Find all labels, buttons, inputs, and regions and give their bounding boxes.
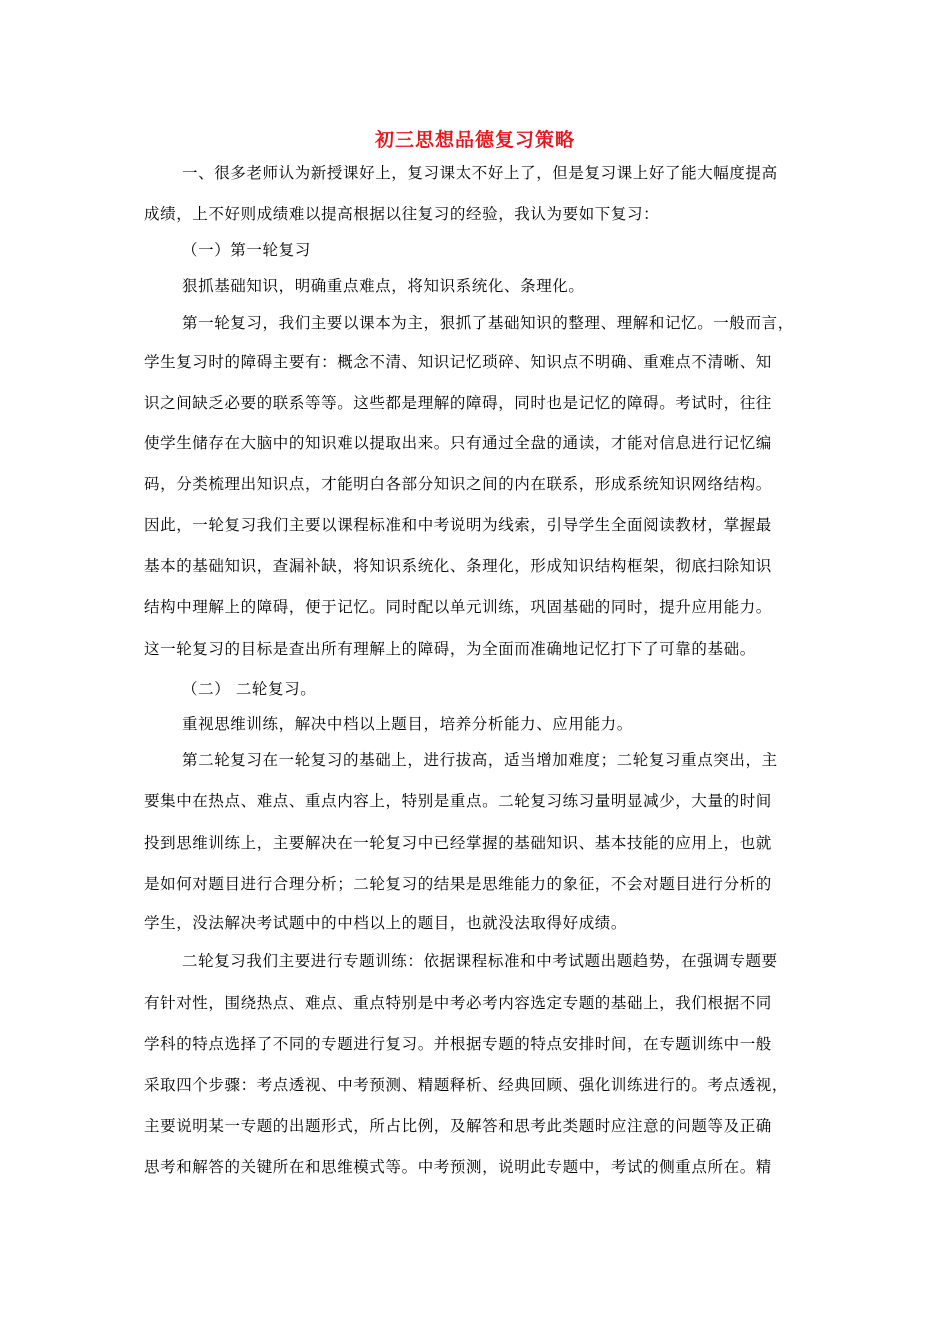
paragraph-line: 码，分类梳理出知识点，才能明白各部分知识之间的内在联系，形成系统知识网络结构。	[144, 475, 772, 493]
paragraph-line: 学科的特点选择了不同的专题进行复习。并根据专题的特点安排时间，在专题训练中一般	[144, 1035, 772, 1053]
paragraph-line: 重视思维训练，解决中档以上题目，培养分析能力、应用能力。	[182, 715, 633, 733]
paragraph-line: 成绩，上不好则成绩难以提高根据以往复习的经验，我认为要如下复习：	[144, 205, 660, 223]
paragraph-line: 是如何对题目进行合理分析；二轮复习的结果是思维能力的象征，不会对题目进行分析的	[144, 875, 772, 893]
section-heading: （二） 二轮复习。	[182, 680, 317, 698]
paragraph-line: 这一轮复习的目标是查出所有理解上的障碍，为全面而准确地记忆打下了可靠的基础。	[144, 640, 756, 658]
paragraph-line: 使学生储存在大脑中的知识难以提取出来。只有通过全盘的通读，才能对信息进行记忆编	[144, 434, 772, 452]
paragraph-line: 有针对性，围绕热点、难点、重点特别是中考必考内容选定专题的基础上，我们根据不同	[144, 994, 772, 1012]
paragraph-line: 基本的基础知识，查漏补缺，将知识系统化、条理化，形成知识结构框架，彻底扫除知识	[144, 557, 772, 575]
paragraph-line: 二轮复习我们主要进行专题训练：依据课程标准和中考试题出题趋势，在强调专题要	[182, 952, 778, 970]
paragraph-line: 要集中在热点、难点、重点内容上，特别是重点。二轮复习练习量明显减少，大量的时间	[144, 792, 772, 810]
paragraph-line: 结构中理解上的障碍，便于记忆。同时配以单元训练，巩固基础的同时，提升应用能力。	[144, 598, 772, 616]
paragraph-line: 第二轮复习在一轮复习的基础上，进行拔高，适当增加难度；二轮复习重点突出，主	[182, 751, 778, 769]
document-title: 初三思想品德复习策略	[374, 129, 575, 151]
paragraph-line: 投到思维训练上，主要解决在一轮复习中已经掌握的基础知识、基本技能的应用上，也就	[144, 834, 772, 852]
paragraph-line: 思考和解答的关键所在和思维模式等。中考预测，说明此专题中，考试的侧重点所在。精	[144, 1158, 772, 1176]
paragraph-line: 学生，没法解决考试题中的中档以上的题目，也就没法取得好成绩。	[144, 914, 628, 932]
paragraph-line: 第一轮复习，我们主要以课本为主，狠抓了基础知识的整理、理解和记忆。一般而言，	[182, 314, 794, 332]
paragraph-line: 主要说明某一专题的出题形式，所占比例，及解答和思考此类题时应注意的问题等及正确	[144, 1117, 772, 1135]
paragraph-line: 采取四个步骤：考点透视、中考预测、精题释析、经典回顾、强化训练进行的。考点透视，	[144, 1076, 789, 1094]
paragraph-line: 一、很多老师认为新授课好上，复习课太不好上了，但是复习课上好了能大幅度提高	[182, 164, 778, 182]
paragraph-line: 识之间缺乏必要的联系等等。这些都是理解的障碍，同时也是记忆的障碍。考试时，往往	[144, 394, 772, 412]
paragraph-line: 狠抓基础知识，明确重点难点，将知识系统化、条理化。	[182, 277, 585, 295]
paragraph-line: 学生复习时的障碍主要有：概念不清、知识记忆琐碎、知识点不明确、重难点不清晰、知	[144, 353, 772, 371]
section-heading: （一）第一轮复习	[182, 241, 311, 259]
paragraph-line: 因此，一轮复习我们主要以课程标准和中考说明为线索，引导学生全面阅读教材，掌握最	[144, 516, 772, 534]
